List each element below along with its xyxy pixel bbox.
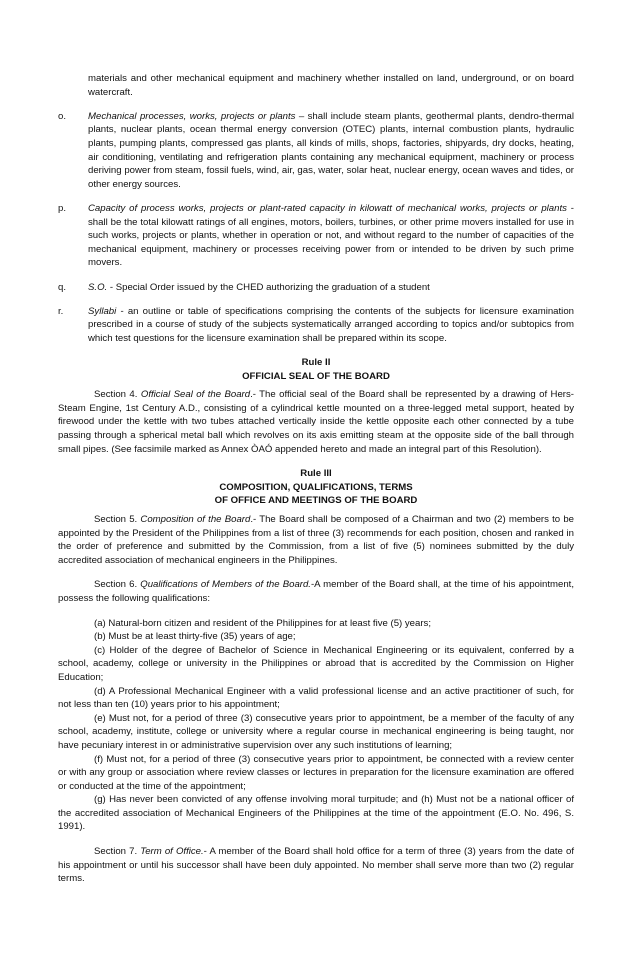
rule-title: OFFICIAL SEAL OF THE BOARD [242,370,390,382]
definition-label: r. [58,305,64,317]
section-text: -A member of the Board shall, at the time of his appointment, possess the following qualifications: [58,579,574,604]
definition-body [88,110,574,192]
page-content [58,72,574,897]
section-text: - A member of the Board shall hold office for a term of three (3) years from the date of his appointment or until his successor shall have been duly appointed. No member shall serve more than two (2) regular terms. [58,846,574,885]
qualification-item: (e) Must not, for a period of three (3) consecutive years prior to appointment, be a member of the faculty of any school, academy, institute, college or university where a regular course in mechanical engineering is being taught, nor have pecuniary interest in or administrative supervision over any such institutions of learning; [58,712,574,751]
section-title: Official Seal of the Board [140,389,251,401]
rule-number: Rule II [301,357,331,369]
qualification-item: (d) A Professional Mechanical Engineer with a valid professional license and an active practitioner of such, for not less than ten (10) years prior to his appointment; [58,685,574,711]
definition-term: Syllabi [88,305,117,317]
qualification-item: (c) Holder of the degree of Bachelor of Science in Mechanical Engineering or its equivalent, conferred by a school, academy, college or university in the Philippines or abroad that is accredited by the Commission on Higher Education; [58,644,574,683]
rule-title: COMPOSITION, QUALIFICATIONS, TERMS [219,481,413,493]
rule-number: Rule III [300,468,332,480]
section-text: .- The Board shall be composed of a Chairman and two (2) members to be appointed by the President of the Philippines from a list of three (3) recommends for each position, chosen and ranked in the order of preference and submitted by the Commission, from a list of five (5) nominees submitted by the duly accredited association of mechanical engineers in the Philippines. [58,514,574,566]
qualification-item: (g) Has never been convicted of any offense involving moral turpitude; and (h) Must not be a national officer of the accredited association of Mechanical Engineers of the Philippines at the time of the appointment (E.O. No. 496, S. 1991). [58,794,574,833]
definition-label: o. [58,110,67,122]
definition-body [88,281,574,295]
section-title: Composition of the Board [140,514,251,525]
section-lead: Section 6. [94,579,141,591]
qualification-item: (f) Must not, for a period of three (3) consecutive years prior to appointment, be connected with a review center or with any group or association where review classes or lectures in preparation for the licensure examination are offered or conducted at the time of the appointment; [58,753,574,792]
section-4-paragraph [58,388,574,456]
rule-3-heading [58,467,574,508]
definition-term: Capacity of process works, projects or plant-rated capacity in kilowatt of mechanical works, projects or plants [88,202,567,214]
section-title: Term of Office. [140,846,204,858]
rule-title-line-2: OF OFFICE AND MEETINGS OF THE BOARD [214,495,418,507]
qualification-item: (a) Natural-born citizen and resident of the Philippines for at least five (5) years; [94,617,432,629]
section-lead: Section 7. [94,846,141,858]
definition-text: - shall be the total kilowatt ratings of all engines, motors, boilers, turbines, or other prime movers installed for use in such works, projects or plants, whether in operation or not, and without regard to the number of capacities of the mechanical equipment, machinery or processes receiving power from or intended to be driven by such prime movers. [88,202,574,269]
definition-label: p. [58,202,67,214]
definition-item [58,110,574,192]
qualification-item: (b) Must be at least thirty-five (35) years of age; [94,631,296,643]
definition-item [58,202,574,270]
definition-continuation: materials and other mechanical equipment and machinery whether installed on land, underground, or on board watercraft. [88,73,574,98]
section-7-paragraph [58,845,574,886]
definition-text: - Special Order issued by the CHED authorizing the graduation of a student [107,281,430,293]
rule-2-heading [58,356,574,383]
section-title: Qualifications of Members of the Board. [140,579,311,591]
section-5-paragraph [58,513,574,567]
definition-item [58,305,574,346]
definition-body [88,202,574,270]
definition-term: Mechanical processes, works, projects or plants [88,110,296,122]
section-6-paragraph [58,578,574,605]
definition-item [58,281,574,295]
definition-label: q. [58,281,67,293]
definition-body [88,305,574,346]
section-lead: Section 4. [94,389,141,401]
definition-text: - an outline or table of specifications comprising the contents of the subjects for licensure examination prescribed in a course of study of the subjects systematically arranged according to topics and/or subtopics from which test questions for the licensure examination shall be prepared within its scope. [88,305,574,344]
section-lead: Section 5. [94,514,141,525]
definition-term: S.O. [88,281,108,293]
section-text: .- The official seal of the Board shall be represented by a drawing of Hers-Steam Engine, 1st Century A.D., consisting of a cylindrical kettle mounted on a three-legged metal support, heated by firewood under the kettle with two tubes attached vertically inside the kettle opposite each other connected by a tube passing through a spherical metal ball which revolves on its axis emitting steam at the opposite side of the ball through small pipes. (See facsimile marked as Annex ÒAÓ appended hereto and made an integral part of this Resolution). [58,389,574,455]
definition-text: – shall include steam plants, geothermal plants, dendro-thermal plants, nuclear plants, ocean thermal energy conversion (OTEC) plants, internal combustion plants, hydraulic plants, pumping plants, compressed gas plants, all kinds of mills, shops, factories, shipyards, dry docks, heating, air conditioning, ventilating and refrigeration plants containing any mechanical equipment, machinery or process deriving power from steam, fossil fuels, wind, air, gas, water, solar heat, nuclear energy, ocean waves and tides, or other energy sources. [88,110,574,190]
